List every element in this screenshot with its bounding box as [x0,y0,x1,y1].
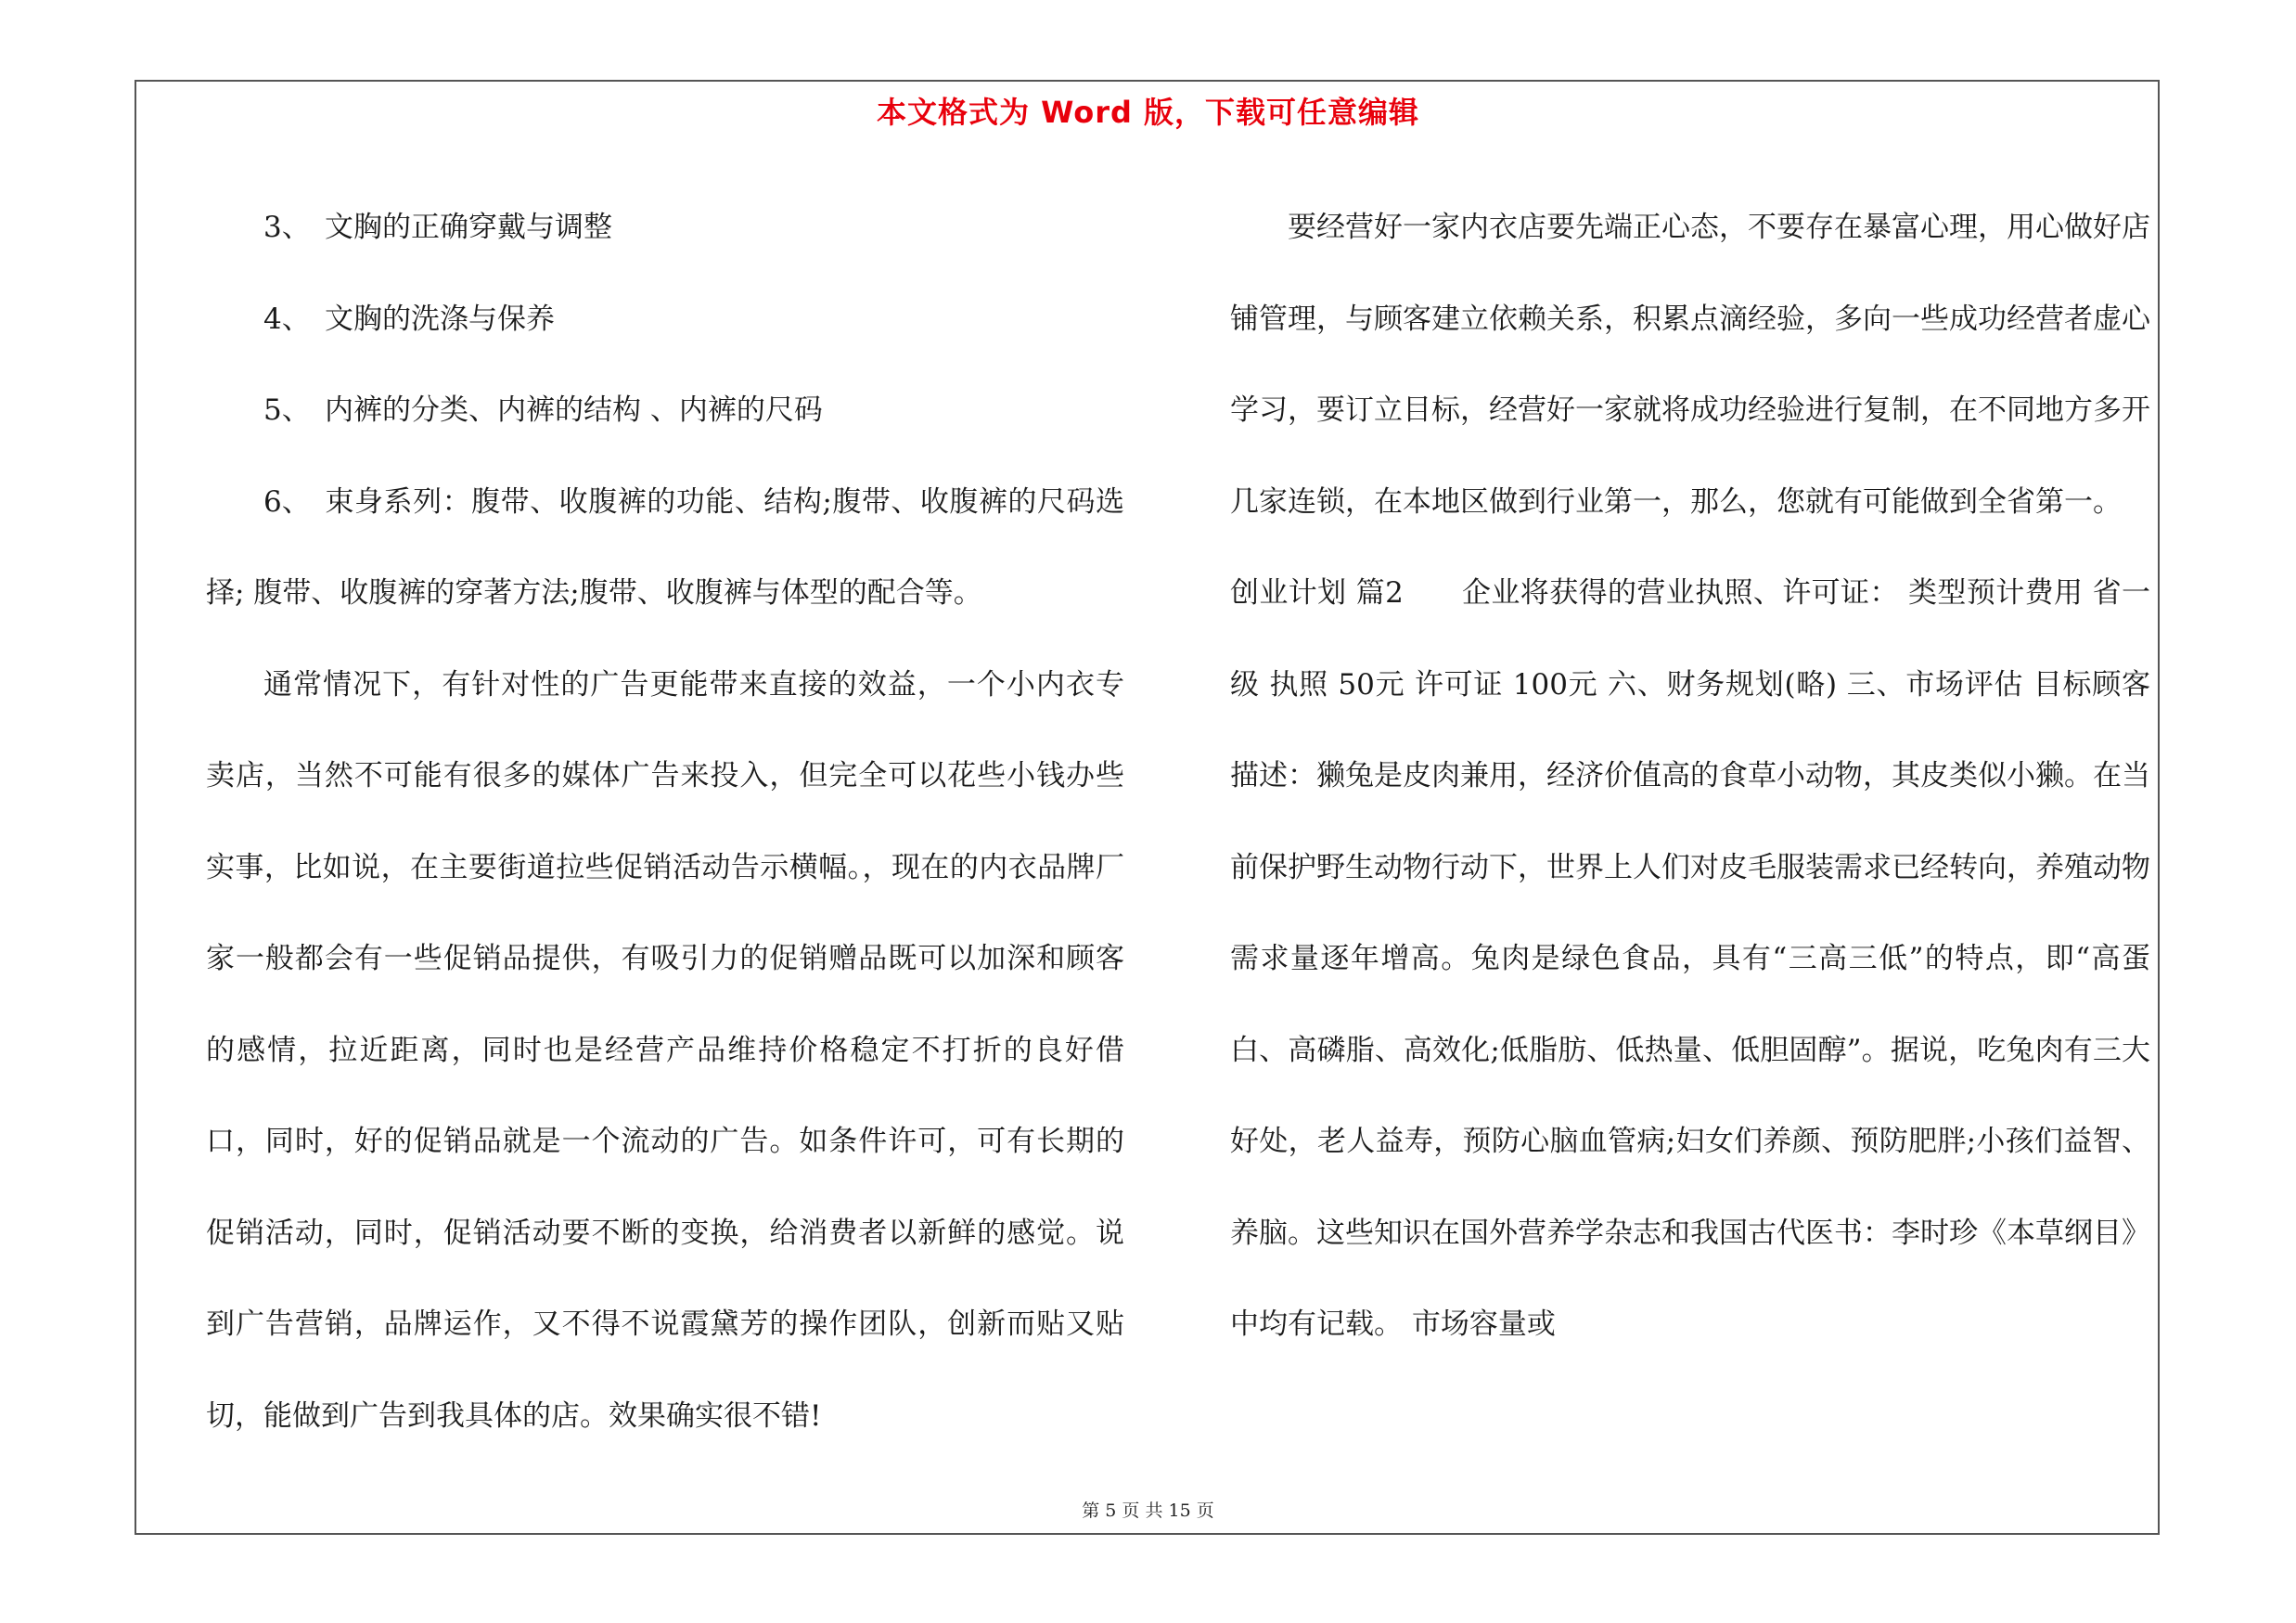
list-item-text: 内裤的分类、内裤的结构 、内裤的尺码 [325,393,823,427]
list-item-text: 文胸的正确穿戴与调整 [325,211,612,244]
list-item-text: 文胸的洗涤与保养 [325,302,555,336]
list-item-number: 5、 [263,393,311,427]
list-item [206,365,1124,457]
header-banner: 本文格式为 Word 版，下载可任意编辑 [876,95,1420,130]
page-number: 第 5 页 共 15 页 [1082,1501,1214,1521]
list-item-text: 束身系列：腹带、收腹裤的功能、结构;腹带、收腹裤的尺码选择; 腹带、收腹裤的穿著方法;腹带、收腹裤与体型的配合等。 [206,484,1124,610]
body-paragraph: 通常情况下，有针对性的广告更能带来直接的效益，一个小内衣专卖店，当然不可能有很多的媒体广告来投入，但完全可以花些小钱办些实事，比如说，在主要街道拉些促销活动告示横幅。，现在的内衣品牌厂家一般都会有一些促销品提供，有吸引力的促销赠品既可以加深和顾客的感情，拉近距离，同时也是经营产品维持价格稳定不打折的良好借口，同时，好的促销品就是一个流动的广告。如条件许可，可有长期的促销活动，同时，促销活动要不断的变换，给消费者以新鲜的感觉。说到广告营销，品牌运作，又不得不说霞黛芳的操作团队，创新而贴又贴切，能做到广告到我具体的店。效果确实很不错! [206,667,1124,1433]
body-paragraph: 要经营好一家内衣店要先端正心态，不要存在暴富心理，用心做好店铺管理，与顾客建立依赖关系，积累点滴经验，多向一些成功经营者虚心学习，要订立目标，经营好一家就将成功经验进行复制，在不同地方多开几家连锁，在本地区做到行业第一，那么，您就有可能做到全省第一。 [1230,211,2150,519]
list-item-number: 4、 [263,302,311,336]
list-item-number: 3、 [263,211,311,244]
body-paragraph: 创业计划 篇2 企业将获得的营业执照、许可证： 类型预计费用 省一级 执照 50元 许可证 100元 六、财务规划(略) 三、市场评估 目标顾客描述：獭兔是皮肉兼用，经济价值高的食草小动物，其皮类似小獭。在当前保护野生动物行动下，世界上人们对皮毛服装需求已经转向，养殖动物需求量逐年增高。兔肉是绿色食品，具有“三高三低”的特点，即“高蛋白、高磷脂、高效化;低脂肪、低热量、低胆固醇”。据说，吃兔肉有三大好处，老人益寿，预防心脑血管病;妇女们养颜、预防肥胖;小孩们益智、养脑。这些知识在国外营养学杂志和我国古代医书：李时珍《本草纲目》中均有记载。 市场容量或 [1230,576,2150,1341]
right-column [1230,182,2150,1371]
list-item [206,274,1124,366]
list-item [206,182,1124,274]
list-item [206,457,1124,639]
left-column [206,182,1124,1462]
list-item-number: 6、 [263,484,311,519]
